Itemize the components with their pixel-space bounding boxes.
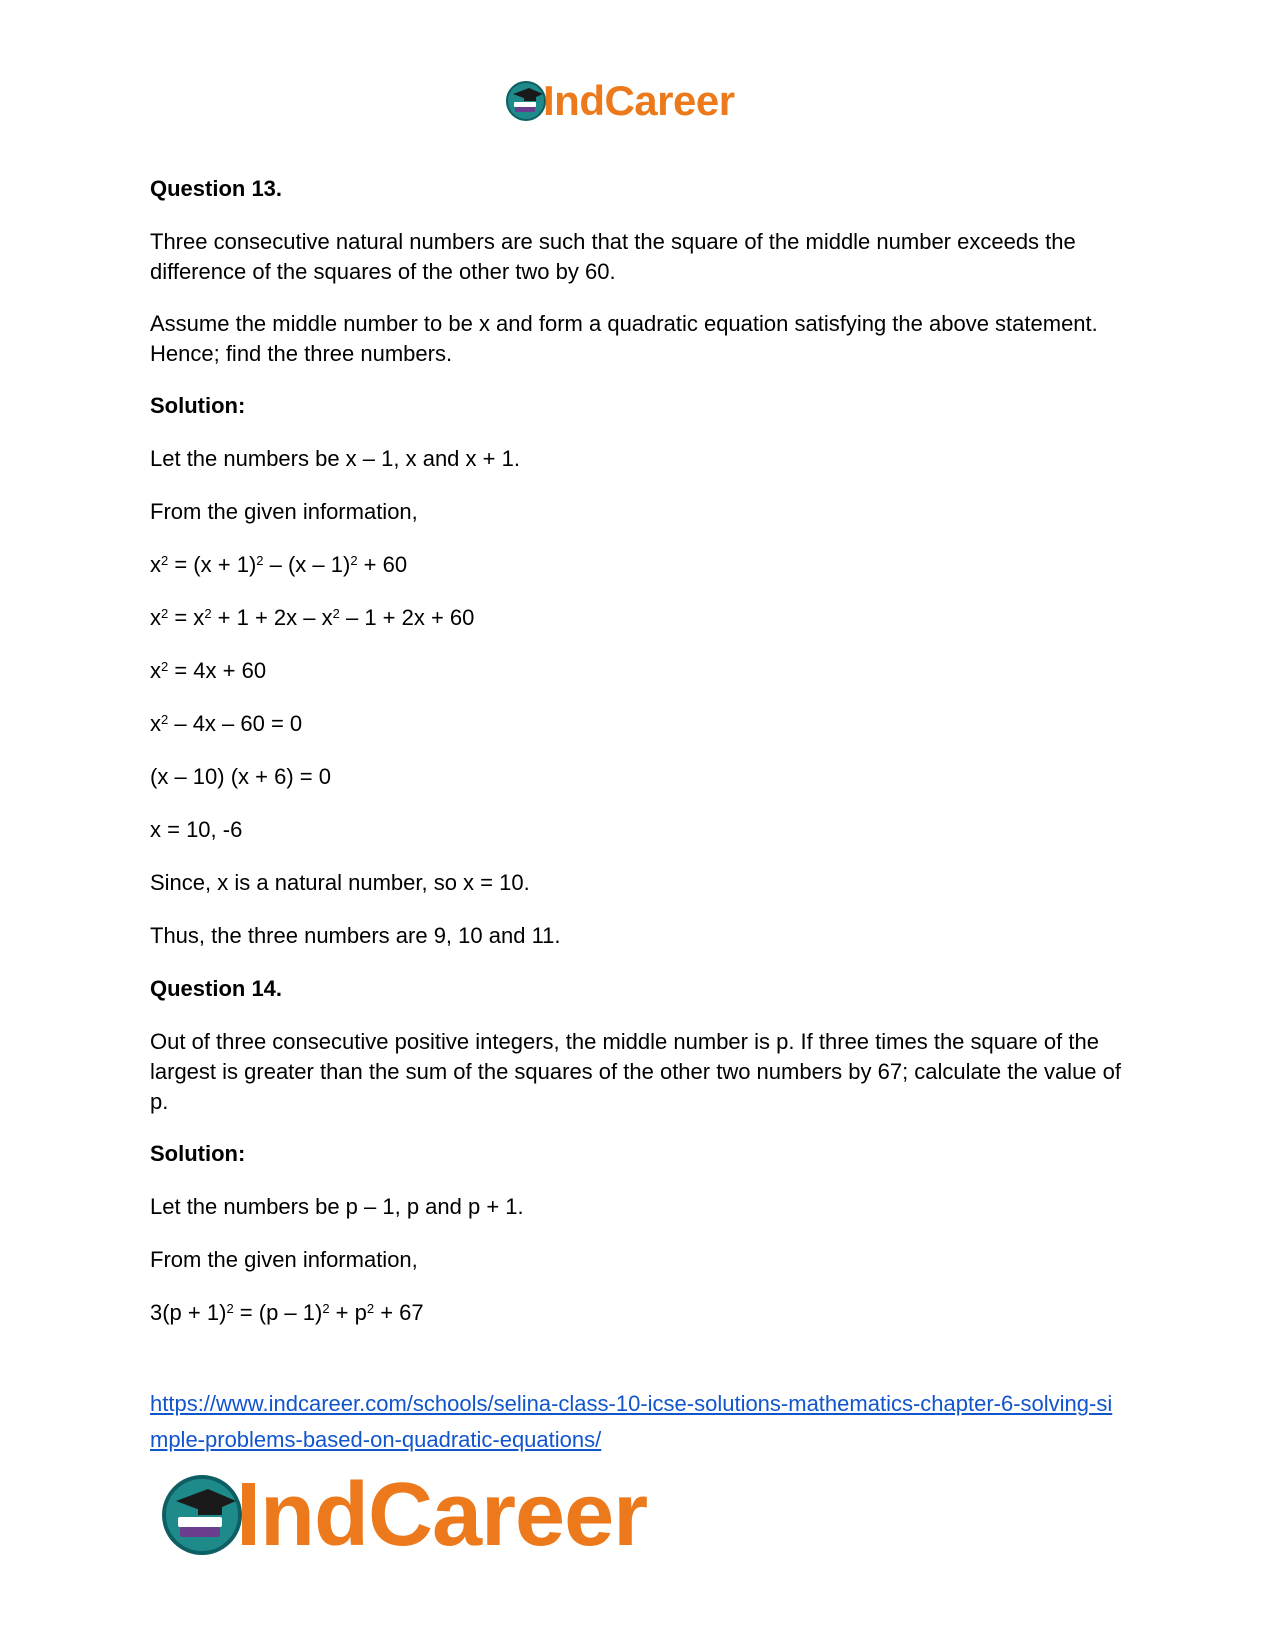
footer-logo [160,1465,648,1565]
graduation-cap-books-globe-icon [505,80,547,122]
equation-line: $x^2 = x^2 + 1 + 2x - x^2 - 1 + 2x + 60$ [150,605,475,630]
equation-line: $3(p + 1)^2 = (p - 1)^2 + p^2 + 67$ [150,1300,424,1325]
question-13-text: Three consecutive natural numbers are such that the square of the middle number exceeds the difference of the squares of the other two by 60. [150,229,1082,284]
question-13-text-2: Assume the middle number to be x and form a quadratic equation satisfying the above statement. Hence; find the three numbers. [150,311,1104,366]
question-14-text: Out of three consecutive positive integers, the middle number is p. If three times the square of the largest is greater than the sum of the squares of the other two numbers by 67; calculate the value of p. [150,1029,1128,1114]
solution-line: Thus, the three numbers are 9, 10 and 11. [150,923,561,948]
source-link[interactable]: https://www.indcareer.com/schools/selina-class-10-icse-solutions-mathematics-chapter-6-solving-simple-problems-based-on-quadratic-equations/ [150,1391,1113,1452]
question-13-heading: Question 13. [150,176,283,201]
header-logo [505,77,735,124]
equation-line: (x – 10) (x + 6) = 0 [150,764,331,789]
question-14-heading: Question 14. [150,976,283,1001]
equation-line: $x^2 - 4x - 60 = 0$ [150,711,303,736]
solution-line: Let the numbers be x – 1, x and x + 1. [150,446,520,471]
brand-name: IndCareer [543,77,735,124]
solution-heading: Solution: [150,393,246,418]
solution-line: Since, x is a natural number, so x = 10. [150,870,530,895]
equation-line: x = 10, -6 [150,817,243,842]
solution-line: Let the numbers be p – 1, p and p + 1. [150,1194,524,1219]
graduation-cap-books-globe-icon [160,1473,244,1557]
solution-heading: Solution: [150,1141,246,1166]
equation-line: $x^2 = (x + 1)^2 - (x - 1)^2 + 60$ [150,552,408,577]
solution-line: From the given information, [150,499,418,524]
solution-line: From the given information, [150,1247,418,1272]
brand-name: IndCareer [236,1465,648,1565]
equation-line: $x^2 = 4x + 60$ [150,658,267,683]
document-body [150,174,1130,1328]
